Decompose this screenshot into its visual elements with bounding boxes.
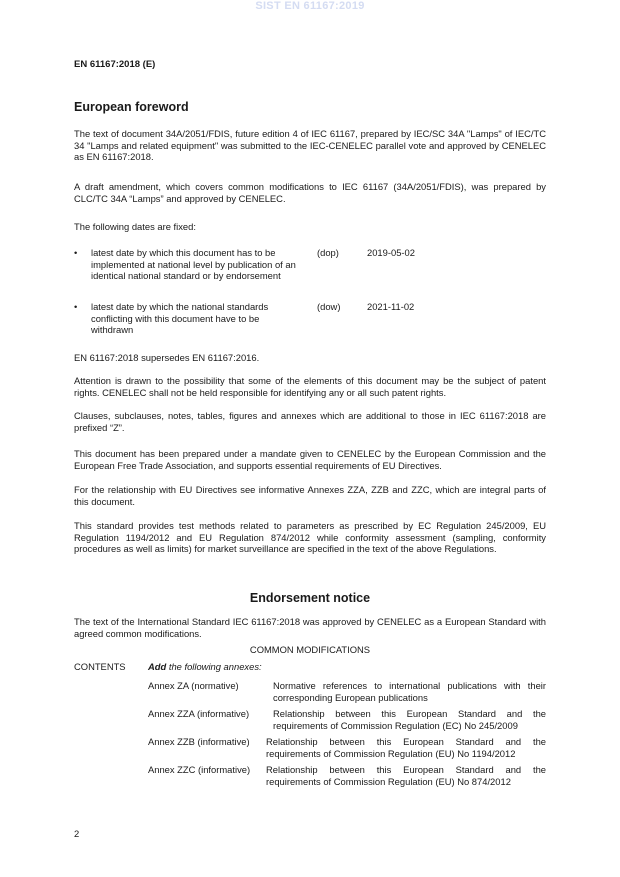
add-rest: the following annexes: [166,661,262,672]
endorsement-paragraph: The text of the International Standard IEC 61167:2018 was approved by CENELEC as a European Standard with agreed common modifications. [74,616,546,639]
date-description: latest date by which the national standards conflicting with this document have to be withdrawn [91,301,269,336]
annex-zzc [148,764,546,788]
annex-description: Relationship between this European Standard and the requirements of Commission Regulation (EU) No 874/2012 [266,764,546,787]
foreword-paragraph-6: Clauses, subclauses, notes, tables, figures and annexes which are additional to those in IEC 61167:2018 are prefixed “Z”. [74,410,546,433]
annex-name: Annex ZZB (informative) [148,736,250,747]
foreword-paragraph-9: This standard provides test methods related to parameters as prescribed by EC Regulation 245/2009, EU Regulation 1194/2012 and EU Regulation 874/2012 while conformity assessment (sampling, conformity procedures as well as limits) for market surveillance are specified in the text of the above Regulations. [74,520,546,555]
date-abbreviation: (dop) [317,247,339,258]
bullet: • [74,301,78,312]
endorsement-heading: Endorsement notice [249,591,371,605]
foreword-paragraph-2: A draft amendment, which covers common modifications to IEC 61167 (34A/2051/FDIS), was prepared by CLC/TC 34A “Lamps” and approved by CENELEC. [74,181,546,204]
add-annexes-instruction [148,661,262,672]
document-id: EN 61167:2018 (E) [74,59,156,70]
foreword-paragraph-3: The following dates are fixed: [74,221,196,232]
page-number: 2 [74,828,80,839]
contents-label: CONTENTS [74,661,126,672]
date-abbreviation: (dow) [317,301,341,312]
add-keyword: Add [148,661,167,672]
annex-description: Relationship between this European Standard and the requirements of Commission Regulation (EU) No 1194/2012 [266,736,546,759]
bullet: • [74,247,78,258]
dates-list [74,247,546,341]
watermark: SIST EN 61167:2019 [255,0,365,12]
foreword-paragraph-8: For the relationship with EU Directives see informative Annexes ZZA, ZZB and ZZC, which are integral parts of this document. [74,484,546,507]
foreword-paragraph-1: The text of document 34A/2051/FDIS, future edition 4 of IEC 61167, prepared by IEC/SC 34A "Lamps" of IEC/TC 34 "Lamps and related equipment" was submitted to the IEC-CENELEC parallel vote and approved by CENELEC as EN 61167:2018. [74,128,546,163]
foreword-paragraph-5: Attention is drawn to the possibility that some of the elements of this document may be the subject of patent rights. CENELEC shall not be held responsible for identifying any or all such patent rights. [74,375,546,398]
annex-description: Relationship between this European Standard and the requirements of Commission Regulation (EC) No 245/2009 [273,708,546,731]
annex-description: Normative references to international publications with their corresponding European publications [273,680,546,703]
annex-za [148,680,546,704]
date-item-dop [74,247,546,301]
annex-zzb [148,736,546,760]
common-modifications-title: COMMON MODIFICATIONS [249,644,371,655]
foreword-paragraph-4: EN 61167:2018 supersedes EN 61167:2016. [74,352,260,363]
date-item-dow [74,301,546,341]
foreword-paragraph-7: This document has been prepared under a mandate given to CENELEC by the European Commission and the European Free Trade Association, and supports essential requirements of EU Directives. [74,448,546,471]
annex-zza [148,708,546,732]
annex-name: Annex ZA (normative) [148,680,239,691]
date-value: 2021-11-02 [367,301,415,312]
date-description: latest date by which this document has to be implemented at national level by publication of an identical national standard or by endorsement [91,247,296,282]
annex-name: Annex ZZA (informative) [148,708,250,719]
foreword-heading: European foreword [74,100,189,114]
annex-name: Annex ZZC (informative) [148,764,251,775]
date-value: 2019-05-02 [367,247,415,258]
